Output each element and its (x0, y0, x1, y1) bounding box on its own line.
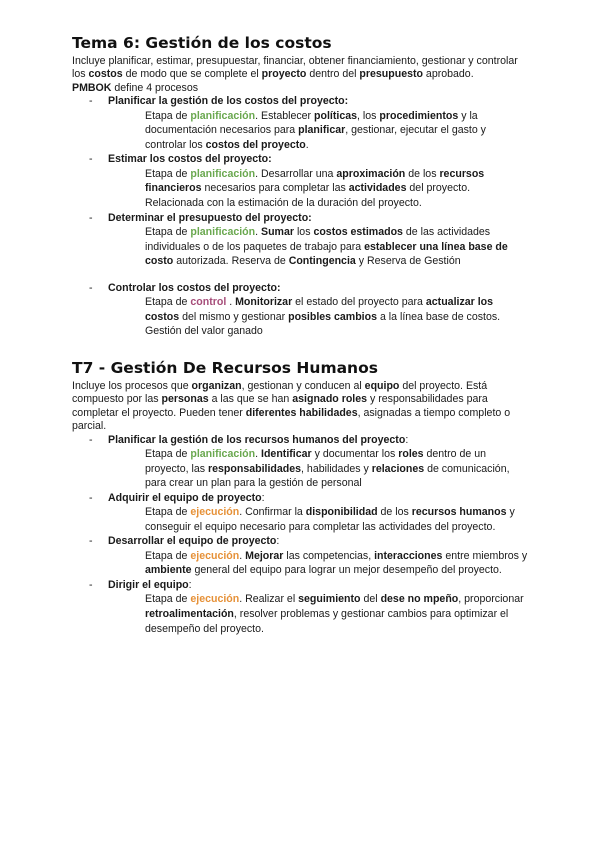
list-item: - Adquirir el equipo de proyecto: Etapa de ejecución. Confirmar la disponibilidad de los recursos humanos y conseguir el equipo necesario para completar las actividades del proyecto. (72, 492, 530, 535)
section-title-t6: Tema 6: Gestión de los costos (72, 34, 332, 52)
t6-intro: Incluye planificar, estimar, presupuestar, financiar, obtener financiamiento, gestionar y controlar los costos de modo que se complete el proyecto dentro del presupuesto aprobado. (72, 55, 518, 81)
process-description: Etapa de ejecución. Mejorar las competencias, interacciones entre miembros y ambiente general del equipo para lograr un mejor desempeño del proyecto. (145, 549, 528, 577)
list-item: - Estimar los costos del proyecto: Etapa de planificación. Desarrollar una aproximación de los recursos financieros necesarios para completar las actividades del proyecto. Relacionada con la estimación de la duración del proyecto. (72, 153, 530, 210)
process-title: Dirigir el equipo (108, 578, 189, 591)
process-title: Planificar la gestión de los costos del proyecto: (108, 95, 349, 108)
process-description: Etapa de planificación. Identificar y documentar los roles dentro de un proyecto, las responsabilidades, habilidades y relaciones de comunicación, para crear un plan para la gestión de personal (145, 448, 510, 490)
list-item: - Dirigir el equipo: Etapa de ejecución. Realizar el seguimiento del dese no mpeño, proporcionar retroalimentación, resolver problemas y gestionar cambios para optimizar el desempeño del proyecto. (72, 579, 530, 636)
t7-process-list (72, 434, 530, 637)
process-description: Etapa de ejecución. Realizar el seguimiento del dese no mpeño, proporcionar retroalimentación, resolver problemas y gestionar cambios para optimizar el desempeño del proyecto. (145, 593, 524, 635)
process-description: Etapa de planificación. Desarrollar una aproximación de los recursos financieros necesarios para completar las actividades del proyecto. Relacionada con la estimación de la duración del proyecto. (145, 167, 485, 209)
t6-process-list (72, 95, 530, 339)
process-description: Etapa de planificación. Establecer políticas, los procedimientos y la documentación necesarios para planificar, gestionar, ejecutar el gasto y controlar los costos del proyecto. (145, 109, 486, 151)
process-title: Determinar el presupuesto del proyecto: (108, 211, 312, 224)
list-item: - Desarrollar el equipo de proyecto: Etapa de ejecución. Mejorar las competencias, interacciones entre miembros y ambiente general del equipo para lograr un mejor desempeño del proyecto. (72, 535, 530, 578)
process-description: Etapa de planificación. Sumar los costos estimados de las actividades individuales o de los paquetes de trabajo para establecer una línea base de costo autorizada. Reserva de Contingencia y Reserva de Gestión (145, 226, 508, 268)
process-title: Estimar los costos del proyecto: (108, 153, 272, 166)
process-description: Etapa de control . Monitorizar el estado del proyecto para actualizar los costos del mismo y gestionar posibles cambios a la línea base de costos. Gestión del valor ganado (145, 296, 501, 338)
list-item: - Determinar el presupuesto del proyecto: Etapa de planificación. Sumar los costos estimados de las actividades individuales o de los paquetes de trabajo para establecer una línea base de costo autorizada. Reserva de Contingencia y Reserva de Gestión (72, 212, 530, 269)
t7-intro: Incluye los procesos que organizan, gestionan y conducen al equipo del proyecto. Está compuesto por las personas a las que se han asignado roles y responsabilidades para completar el proyecto. Pueden tener diferentes habilidades, asignadas a tiempo completo o parcial. (72, 379, 511, 433)
section-title-t7: T7 - Gestión De Recursos Humanos (72, 358, 378, 377)
list-item: - Planificar la gestión de los costos del proyecto: Etapa de planificación. Establecer políticas, los procedimientos y la documentación necesarios para planificar, gestionar, ejecutar el gasto y controlar los costos del proyecto. (72, 95, 530, 152)
process-title: Adquirir el equipo de proyecto (108, 491, 262, 504)
process-title: Controlar los costos del proyecto: (108, 281, 281, 294)
process-description: Etapa de ejecución. Confirmar la disponibilidad de los recursos humanos y conseguir el equipo necesario para completar las actividades del proyecto. (145, 506, 515, 533)
t6-pmbok-line: PMBOK define 4 procesos (72, 81, 199, 94)
process-title: Planificar la gestión de los recursos humanos del proyecto (108, 433, 406, 446)
list-item: - Controlar los costos del proyecto: Etapa de control . Monitorizar el estado del proyecto para actualizar los costos del mismo y gestionar posibles cambios a la línea base de costos. Gestión del valor ganado (72, 282, 530, 339)
list-item: - Planificar la gestión de los recursos humanos del proyecto: Etapa de planificación. Identificar y documentar los roles dentro de un proyecto, las responsabilidades, habilidades y relaciones de comunicación, para crear un plan para la gestión de personal (72, 434, 530, 491)
process-title: Desarrollar el equipo de proyecto (108, 535, 277, 548)
